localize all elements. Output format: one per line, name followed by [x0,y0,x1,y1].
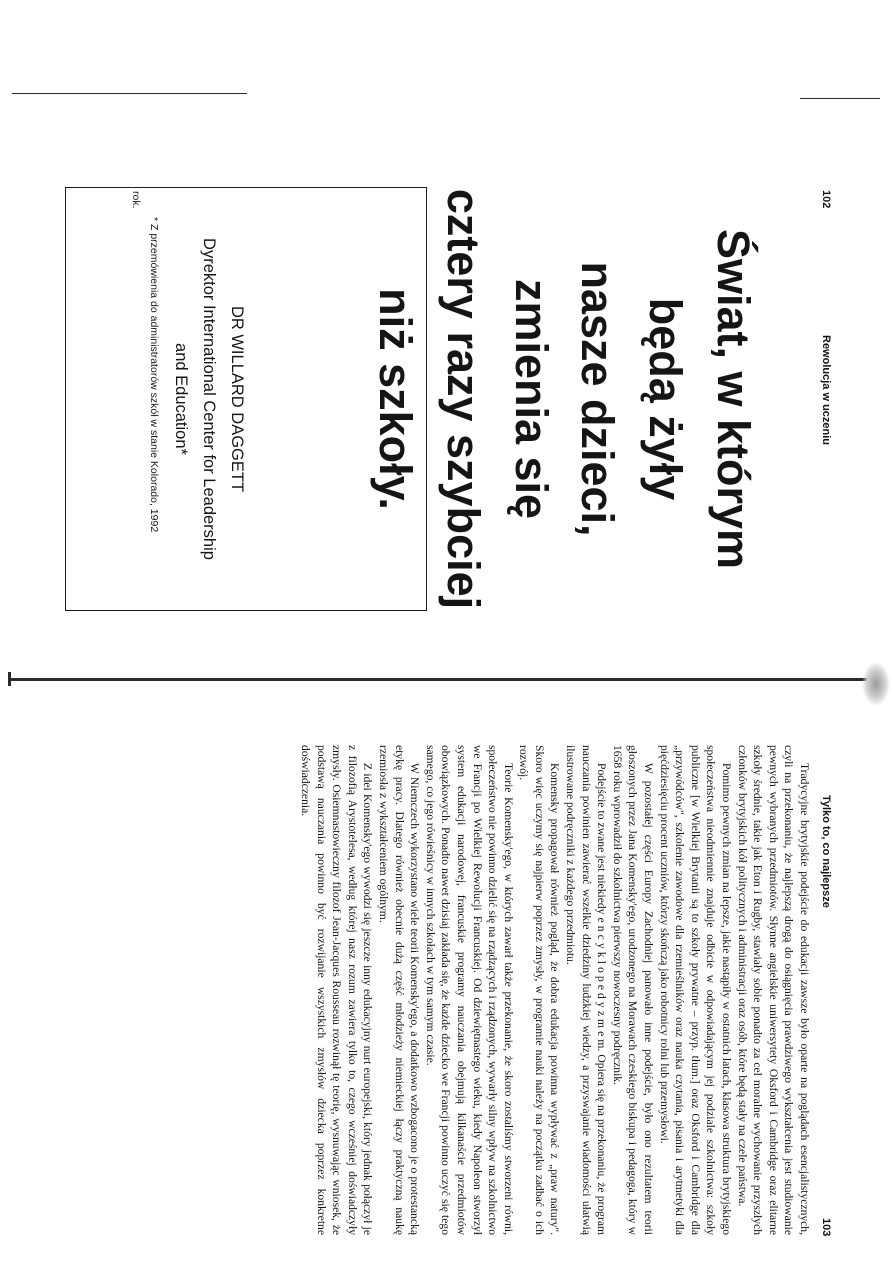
body-text [297,745,812,1235]
author-name: DR WILLARD DAGGETT [228,305,246,493]
page-fold-line [8,678,883,681]
quote-line: niż szkoły. [370,288,421,510]
quote-line: Świat, w którym [708,228,759,570]
scan-line-top-right [800,98,880,99]
scan-smudge [862,662,890,706]
paragraph: Teorie Komensky'ego, w których zawarł także przekonanie, że skoro zostaliśmy stworzeni równi, społeczeństwo nie powinno dzielić się na rządzących i rządzonych, wywarły silny wpływ na szkolnictwo we Francji po Wielkiej Rewolucji Francuskiej. Od dziewiętnastego wieku, kiedy Napoleon stworzył system edukacji narodowej, francuskie programy nauczania obejmują kilkanaście przedmiotów obowiązkowych. Ponadto nawet dzisiaj zakłada się, że każde dziecko we Francji powinno uczyć się tego samego, co jego rówieśnicy w innych szkołach w tym samym czasie. [423,745,515,1235]
scan-line-top-left [12,93,247,94]
footnote: * Z przemówienia do administratorów szkół w stanie Kolorado, 1992 [148,217,160,533]
left-running-head: Rewolucja w uczeniu [820,335,832,446]
paragraph: Podejście to zwane jest niekiedy e n c y k l o p e d y z m e m. Opiera się na przekonaniu, że program nauczania powinien zawierać wszelkie dziedziny ludzkiej wiedzy, a przyswajanie wiadomości ułatwią ilustrowane podręczniki z każdego przedmiotu. [564,745,609,1235]
footnote: rok. [130,191,142,209]
page-fold-tick [8,672,11,686]
left-page-number: 102 [820,190,832,209]
paragraph: Tradycyjne brytyjskie podejście do edukacji zawsze było oparte na poglądach esencjalistycznych, czyli na przekonaniu, że najlepszą drogą do osiągnięcia prawdziwego wykształcenia jest studiowanie pewnych wybranych przedmiotów. Słynne angielskie uniwersytety Oksford i Cambridge oraz elitarne szkoły średnie, takie jak Eton i Rugby, stawiały sobie ponadto za cel moralne wychowanie przyszłych członków brytyjskich kół politycznych i administracji oraz osób, które będą stały na czele państwa. [735,745,811,1235]
quote-line: będą żyły [640,297,691,501]
right-running-head: Tylko to, co najlepsze [820,795,832,908]
quote-line: zmienia się [506,278,557,520]
paragraph: W pozostałej części Europy Zachodniej panowało inne podejście, było ono rezultatem teorii głoszonych przez Jana Komensky'ego, urodzonego na Morawach czeskiego biskupa i pedagoga, który w 1658 roku wprowadził do szkolnictwa pierwszy nowoczesny podręcznik. [610,745,656,1235]
paragraph: Z idei Komensky'ego wywodzi się jeszcze inny edukacyjny nurt europejski, który jednak połączył je z filozofią Arystotelesa, według której nasz rozum zawiera tylko to, czego wcześniej doświadczyły zmysły. Osiemnastowieczny filozof Jean-Jacques Rousseau rozwinął tę teorię, wysnuwając wniosek, że podstawą nauczania powinno być rozwijanie wszystkich zmysłów dziecka poprzez konkretne doświadczenia. [299,745,375,1235]
right-page-number: 103 [820,1218,832,1237]
quote-line: cztery razy szybciej [438,188,489,610]
paragraph: Komensky propagował również pogląd, że dobra edukacja powinna wypływać z „praw natury". Skoro więc uczymy się najpierw poprzez zmysły, w programie nauki należy na początku zadbać o ich rozwój. [517,745,562,1235]
author-title: and Education* [172,343,190,455]
paragraph: W Niemczech wykorzystano wiele teorii Komensky'ego, a dodatkowo wzbogacono je o protestancką etykę pracy. Dlatego również obecnie dużą część młodzieży niemieckiej łączy praktyczną naukę rzemiosła z wykształceniem ogólnym. [376,745,422,1235]
paragraph: Pomimo pewnych zmian na lepsze, jakie nastąpiły w ostatnich latach, klasowa struktura brytyjskiego społeczeństwa nieodmiennie znajduje odbicie w odpowiadającym jej podziale szkolnictwa: szkoły publiczne [w Wielkiej Brytanii są to szkoły prywatne – przyp. tłum.] oraz Oksford i Cambridge dla „przywódców", szkolenie zawodowe dla rzemieślników oraz nauka czytania, pisania i arytmetyki dla pięćdziesięciu procent uczniów, którzy skończą jako robotnicy rolni lub przemysłowi. [657,745,734,1235]
quote-line: nasze dzieci, [572,261,623,537]
author-title: Dyrektor International Center for Leadership [200,238,218,560]
